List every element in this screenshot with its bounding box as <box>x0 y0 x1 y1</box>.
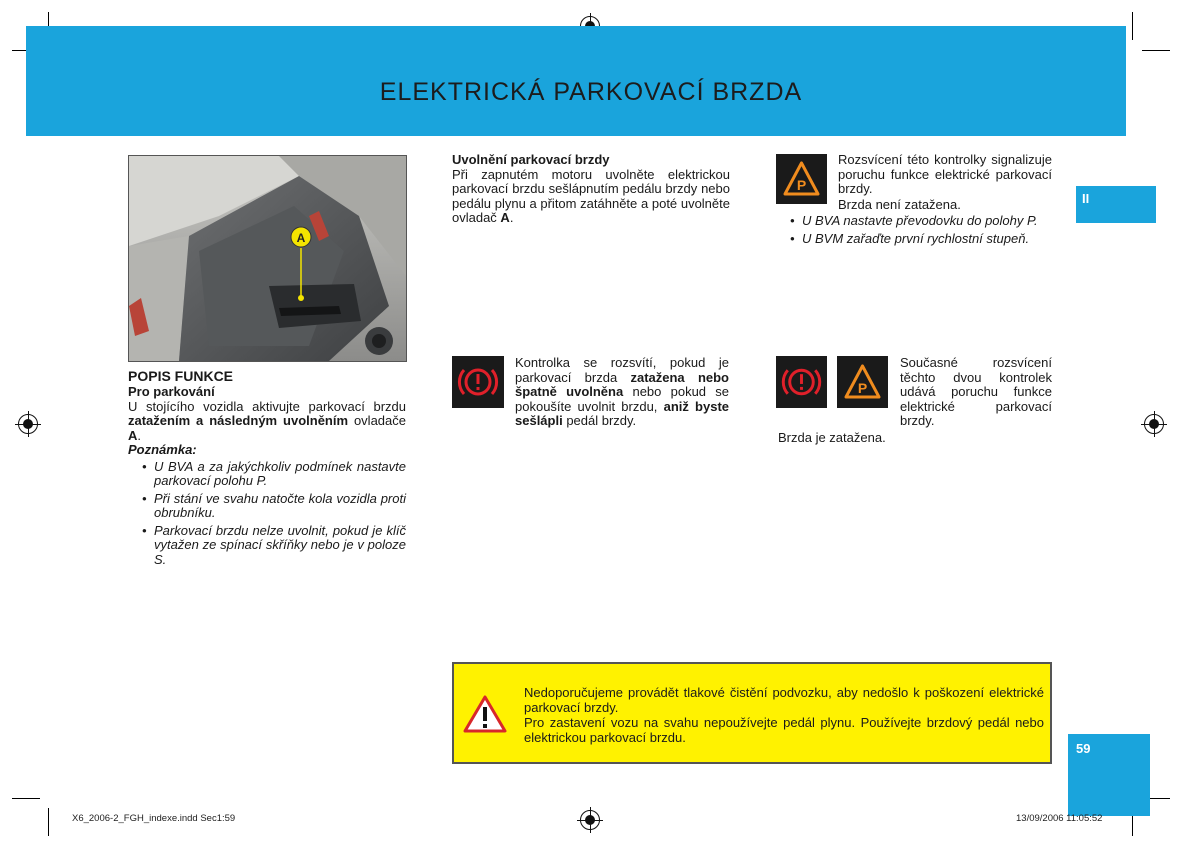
brake-warning-lamp-icon <box>452 356 504 408</box>
list-item: • Parkovací brzdu nelze uvolnit, pokud je klíč vytažen ze spínací skříňky nebo je v poloze S. <box>142 522 406 567</box>
text-run: U stojícího vozidla aktivujte parkovací brzdu <box>128 398 406 414</box>
svg-text:P: P <box>796 177 807 193</box>
section-tab: II <box>1076 186 1156 223</box>
warning-triangle-icon <box>462 694 508 734</box>
footer-file: X6_2006-2_FGH_indexe.indd Sec1:59 <box>72 813 236 824</box>
registration-mark-icon <box>1144 414 1164 434</box>
text-run: Kontrolka se rozsvítí, pokud je parkovací brzda <box>515 355 729 385</box>
release-paragraph <box>452 168 730 226</box>
text-run: . <box>137 427 142 443</box>
release-heading: Uvolnění parkovací brzdy <box>452 152 610 167</box>
callout-a: A <box>296 231 306 245</box>
text-run-bold: zatažena nebo špatně uvolněna <box>515 369 730 399</box>
text-run-bold: A <box>128 427 138 443</box>
fault-lamp-status: Brzda není zatažena. <box>838 197 961 212</box>
list-item: • U BVA nastavte převodovku do polohy P. <box>790 214 1052 229</box>
crop-mark <box>1132 12 1133 40</box>
console-photo <box>128 155 407 362</box>
text-run: pedál brzdy. <box>562 413 637 428</box>
text-run: Při zapnutém motoru uvolněte elektrickou parkovací brzdu sešlápnutím pedálu brzdy nebo pedálu plynu a přitom zatáhněte a poté uvolněte ovladač <box>452 166 730 225</box>
description-paragraph <box>128 400 406 444</box>
parking-fault-lamp-icon <box>837 356 888 408</box>
parking-fault-lamp-icon <box>776 154 827 204</box>
text-run: nebo pokud se pokoušíte uvolnit brzdu, <box>515 384 730 414</box>
list-item-text: U BVA a za jakýchkoliv podmínek nastavte parkovací polohu P. <box>154 458 406 488</box>
brake-warning-lamp-icon <box>776 356 827 408</box>
list-item: • U BVM zařaďte první rychlostní stupeň. <box>790 232 1052 247</box>
footer-date: 13/09/2006 11:05:52 <box>1016 813 1103 824</box>
section-heading: POPIS FUNKCE <box>128 368 234 384</box>
text-run-bold: A <box>500 210 510 225</box>
list-item-text: U BVM zařaďte první rychlostní stupeň. <box>802 230 1030 246</box>
warning-text-1: Nedoporučujeme provádět tlakové čistění podvozku, aby nedošlo k poškození elektrické parkovací brzdy. <box>524 685 1044 715</box>
fault-lamp-text: Rozsvícení této kontrolky signalizuje poruchu funkce elektrické parkovací brzdy. <box>838 152 1052 196</box>
brake-lamp-text <box>515 356 729 429</box>
left-column <box>128 368 406 567</box>
crop-mark <box>1142 50 1170 51</box>
warning-text-2: Pro zastavení vozu na svahu nepoužívejte pedál plynu. Používejte brzdový pedál nebo elektrickou parkovací brzdu. <box>524 715 1044 745</box>
list-item-text: Při stání ve svahu natočte kola vozidla proti obrubníku. <box>154 490 406 520</box>
list-item: • U BVA a za jakýchkoliv podmínek nastavte parkovací polohu P. <box>142 458 406 488</box>
middle-column <box>452 153 730 226</box>
page-number: 59 <box>1068 734 1150 816</box>
note-label: Poznámka: <box>128 442 197 457</box>
text-run: . <box>509 210 514 225</box>
fault-lamp-list <box>790 214 1052 246</box>
crop-mark <box>48 808 49 836</box>
subheading: Pro parkování <box>128 384 215 399</box>
registration-mark-icon <box>18 414 38 434</box>
warning-box <box>452 662 1052 764</box>
crop-mark <box>12 798 40 799</box>
text-run: ovladače <box>348 413 406 428</box>
text-run-bold: zatažením a následným uvolněním <box>128 413 349 428</box>
list-item-text: Parkovací brzdu nelze uvolnit, pokud je klíč vytažen ze spínací skříňky nebo je v poloze S. <box>154 522 406 567</box>
list-item-text: U BVA nastavte převodovku do polohy P. <box>802 213 1038 228</box>
both-lamps-text: Současné rozsvícení těchto dvou kontrolek udává poruchu funkce elektrické parkovací brzdy. <box>900 355 1052 428</box>
list-item: • Při stání ve svahu natočte kola vozidla proti obrubníku. <box>142 490 406 520</box>
registration-mark-icon <box>580 810 600 830</box>
page-title: ELEKTRICKÁ PARKOVACÍ BRZDA <box>379 78 803 106</box>
text-run-bold: aniž byste sešlápli <box>515 398 730 428</box>
svg-text:P: P <box>857 380 868 396</box>
both-lamps-status: Brzda je zatažena. <box>778 430 886 445</box>
